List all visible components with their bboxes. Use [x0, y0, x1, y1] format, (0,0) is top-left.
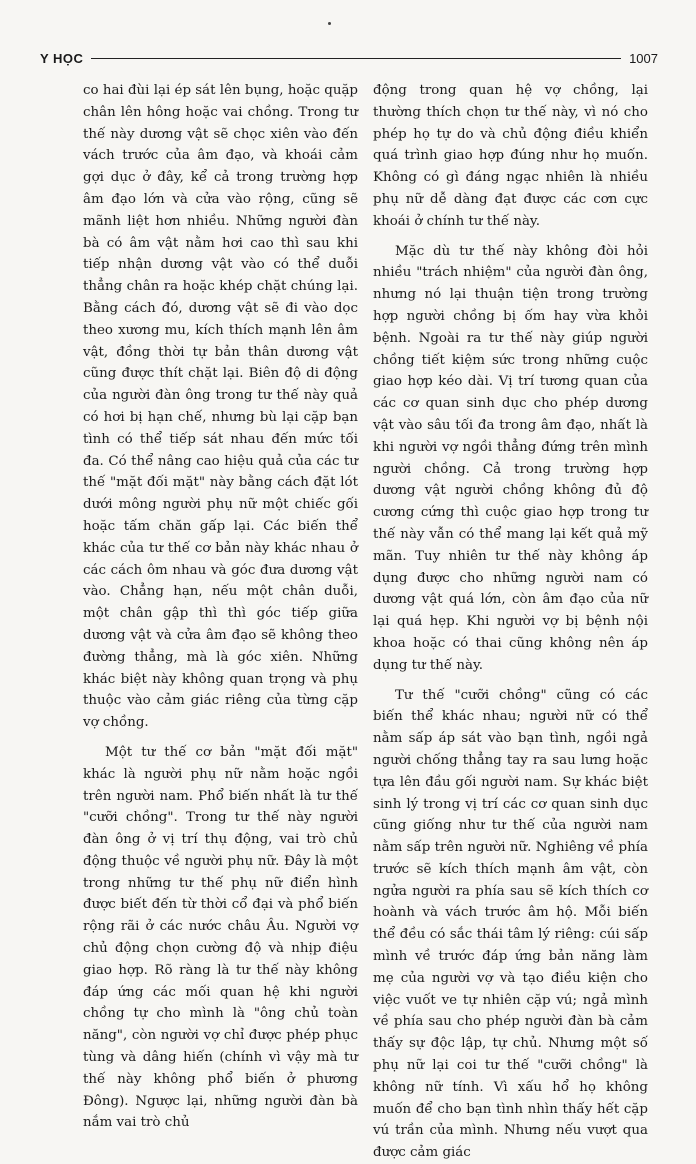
paragraph: Một tư thế cơ bản "mặt đối mặt" khác là người phụ nữ nằm hoặc ngồi trên người nam. Phổ biến nhất là tư thế "cưỡi chồng". Trong tư thế này người đàn ông ở vị trí thụ động, vai trò chủ động thuộc về người phụ nữ. Đây là một trong những tư thế phụ nữ điển hình được biết đến từ thời cổ đại và phổ biến rộng rãi ở các nước châu Âu. Người vợ chủ động chọn cường độ và nhịp điệu giao hợp. Rõ ràng là tư thế này không đáp ứng các mối quan hệ khi người chồng tự cho mình là "ông chủ toàn năng", còn người vợ chỉ được phép phục tùng và dâng hiến (chính vì vậy mà tư thế này không phổ biến ở phương Đông). Ngược lại, những người đàn bà nắm vai trò chủ — [83, 744, 358, 1131]
paragraph: Mặc dù tư thế này không đòi hỏi nhiều "trách nhiệm" của người đàn ông, nhưng nó lại thuận tiện trong trường hợp người chồng bị ốm hay vừa khỏi bệnh. Ngoài ra tư thế này giúp người chồng tiết kiệm sức trong những cuộc giao hợp kéo dài. Vị trí tương quan của các cơ quan sinh dục cho phép dương vật vào sâu tối đa trong âm đạo, nhất là khi người vợ ngồi thẳng đứng trên mình người chồng. Cả trong trường hợp dương vật người chồng không đủ độ cương cứng thì cuộc giao hợp trong tư thế này vẫn có thể mang lại kết quả mỹ mãn. Tuy nhiên tư thế này không áp dụng được cho những người nam có dương vật quá lớn, còn âm đạo của nữ lại quá hẹp. Khi người vợ bị bệnh nội khoa hoặc có thai cũng không nên áp dụng tư thế này. — [373, 243, 648, 673]
section-title: Y HỌC — [40, 50, 84, 66]
paragraph: co hai đùi lại ép sát lên bụng, hoặc quặp chân lên hông hoặc vai chồng. Trong tư thế này dương vật sẽ chọc xiên vào đến vách trước của âm đạo, và khoái cảm gợi dục ở đây, kể cả trong trường hợp âm đạo lớn và cửa vào rộng, cũng sẽ mãnh liệt hơn nhiều. Những người đàn bà có âm vật nằm hơi cao thì sau khi tiếp nhận dương vật vào có thể duỗi thẳng chân ra hoặc khép chặt chúng lại. Bằng cách đó, dương vật sẽ đi vào dọc theo xương mu, kích thích mạnh lên âm vật, đồng thời tự bản thân dương vật cũng được thít chặt lại. Biên độ di động của người đàn ông trong tư thế này quả có hơi bị hạn chế, nhưng bù lại cặp bạn tình có thể tiếp sát nhau đến mức tối đa. Có thể nâng cao hiệu quả của các tư thế "mặt đối mặt" này bằng cách đặt lót dưới mông người phụ nữ một chiếc gối hoặc tấm chăn gấp lại. Các biến thể khác của tư thế cơ bản này khác nhau ở các cách ôm nhau và góc đưa dương vật vào. Chẳng hạn, nếu một chân duỗi, một chân gập thì thì góc tiếp giữa dương vật và cửa âm đạo sẽ không theo đường thẳng, mà là góc xiên. Những khác biệt này không quan trọng và phụ thuộc vào cảm giác riêng của từng cặp vợ chồng. — [83, 83, 358, 731]
right-column — [373, 80, 648, 1164]
paragraph: Tư thế "cưỡi chồng" cũng có các biến thể khác nhau; người nữ có thể nằm sấp áp sát vào bạn tình, ngồi ngả người chống thẳng tay ra sau lưng hoặc tựa lên đầu gối người nam. Sự khác biệt sinh lý trong vị trí các cơ quan sinh dục cũng giống như tư thế của người nam nằm sấp trên người nữ. Nghiêng về phía trước sẽ kích thích mạnh âm vật, còn ngửa người ra phía sau sẽ kích thích cơ hoành và vách trước âm hộ. Mỗi biến thể đều có sắc thái tâm lý riêng: cúi sấp mình về trước đáp ứng bản năng làm mẹ của người vợ và tạo điều kiện cho việc vuốt ve tự nhiên cặp vú; ngả mình về phía sau cho phép người đàn bà cảm thấy sự độc lập, tự chủ. Nhưng một số phụ nữ lại coi tư thế "cưỡi chồng" là không nữ tính. Vì xấu hổ họ không muốn để cho bạn tình nhìn thấy hết cặp vú trần của mình. Nhưng nếu vượt qua được cảm giác — [373, 687, 648, 1161]
left-column — [83, 80, 358, 1134]
page-number: 1007 — [629, 50, 658, 66]
header-rule — [91, 58, 621, 59]
running-header — [40, 48, 658, 68]
paragraph: động trong quan hệ vợ chồng, lại thường thích chọn tư thế này, vì nó cho phép họ tự do và chủ động điều khiển quá trình giao hợp đúng như họ muốn. Không có gì đáng ngạc nhiên là nhiều phụ nữ dễ dàng đạt được các cơn cực khoái ở chính tư thế này. — [373, 83, 648, 229]
print-speck — [328, 22, 331, 25]
